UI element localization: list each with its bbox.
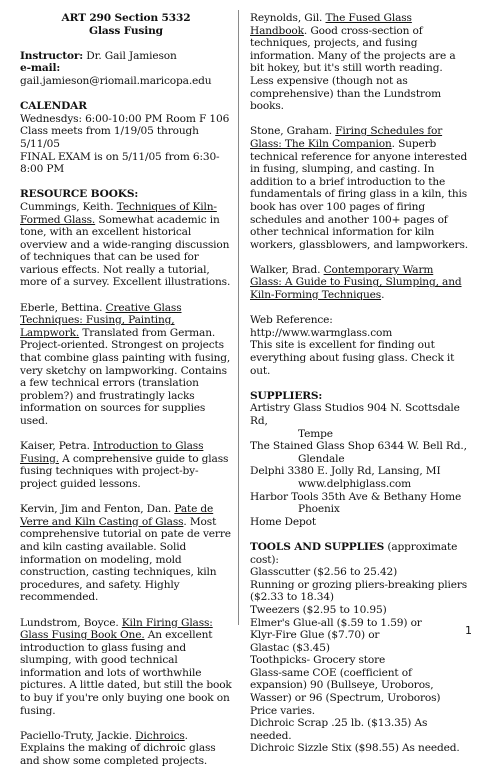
book-description: Somewhat academic in tone, with an excellent historical overview and a wide-ranging discussion of techniques that can be used for various effects. Not really a tutorial, more of a survey. Excellent illustrations. bbox=[20, 213, 231, 289]
book-title: Dichroics bbox=[135, 729, 185, 742]
web-reference bbox=[250, 314, 468, 377]
tool-item: Running or grozing pliers-breaking pliers ($2.33 to 18.34) bbox=[250, 578, 468, 604]
book-entry bbox=[250, 12, 468, 113]
tool-item: Glass-same COE (coefficient of expansion) 90 (Bullseye, Uroboros, Wasser) or 96 (Spectrum, Uroboros) Price varies. bbox=[250, 666, 441, 717]
book-entry bbox=[20, 440, 232, 490]
calendar-line: Class meets from 1/19/05 through 5/11/05 bbox=[20, 125, 199, 150]
supplier-line-cont: Tempe bbox=[298, 427, 333, 440]
book-description: Translated from German. Project-oriented. Strongest on projects that combine glass painting with fusing, very sketchy on lampworking. Contains a few technical errors (translation problem?) and frustratingly lacks information on sources for supplies used. bbox=[20, 326, 231, 427]
tool-item: Klyr-Fire Glue ($7.70) or bbox=[250, 629, 380, 642]
book-author: Stone, Graham. bbox=[250, 125, 336, 138]
book-title: The Fused Glass Handbook bbox=[250, 12, 412, 37]
supplier-line: Harbor Tools 35th Ave & Bethany Home bbox=[250, 490, 462, 503]
book-author: Walker, Brad. bbox=[250, 263, 324, 276]
book-entry bbox=[20, 201, 232, 289]
book-entry bbox=[20, 302, 232, 428]
book-description: A comprehensive guide to glass fusing techniques with project-by-project guided lessons. bbox=[20, 452, 229, 490]
book-title: Kiln Firing Glass: Glass Fusing Book One. bbox=[20, 616, 213, 642]
web-reference-url: http://www.warmglass.com bbox=[250, 326, 393, 339]
tool-item: Tweezers ($2.95 to 10.95) bbox=[250, 603, 387, 616]
email-label: e-mail: bbox=[20, 62, 61, 75]
book-author: Cummings, Keith. bbox=[20, 200, 117, 213]
instructor-label: Instructor: bbox=[20, 49, 84, 62]
right-column bbox=[250, 12, 468, 755]
book-entry bbox=[20, 730, 232, 768]
calendar-line: FINAL EXAM is on 5/11/05 from 6:30-8:00 PM bbox=[20, 150, 220, 176]
tool-item: Toothpicks- Grocery store bbox=[250, 654, 386, 667]
supplier-line: Artistry Glass Studios 904 N. Scottsdale Rd, bbox=[250, 402, 460, 427]
supplier-line: The Stained Glass Shop 6344 W. Bell Rd., bbox=[250, 440, 467, 453]
calendar-heading: CALENDAR bbox=[20, 100, 87, 113]
course-subtitle: Glass Fusing bbox=[89, 24, 163, 37]
calendar-line: Wednesdys: 6:00-10:00 PM Room F 106 bbox=[20, 112, 230, 125]
tool-item: Elmer's Glue-all ($.59 to 1.59) or bbox=[250, 616, 422, 629]
column-divider bbox=[238, 10, 239, 625]
book-title: Pate de Verre and Kiln Casting of Glass bbox=[20, 503, 214, 528]
book-author: Eberle, Bettina. bbox=[20, 301, 106, 314]
tool-item: Dichroic Sizzle Stix ($98.55) As needed. bbox=[250, 742, 460, 755]
book-description: An excellent introduction to glass fusing and slumping, with good technical information and lots of worthwhile pictures. A little dated, but still the book to buy if you're only buying one book on fusing. bbox=[20, 629, 232, 717]
book-title: Contemporary Warm Glass: A Guide to Fusing, Slumping, and Kiln-Forming Techniques bbox=[250, 263, 462, 302]
tool-item: Dichroic Scrap .25 lb. ($13.35) As needed. bbox=[250, 717, 428, 742]
book-author: Lundstrom, Boyce. bbox=[20, 616, 122, 629]
instructor-name: Dr. Gail Jamieson bbox=[83, 49, 177, 62]
book-description: . Most comprehensive tutorial on pate de verre and kiln casting available. Solid information on modeling, mold construction, casting techniques, kiln procedures, and safety. Highly recommended. bbox=[20, 515, 231, 604]
book-description: . Good cross-section of techniques, projects, and fusing information. Many of the projects are a bit hokey, but it's still worth reading. Less expensive (though not as comprehensive) than the Lundstrom books. bbox=[250, 24, 456, 113]
book-author: Paciello-Truty, Jackie. bbox=[20, 729, 136, 742]
book-title: Introduction to Glass Fusing. bbox=[20, 440, 204, 465]
book-author: Reynolds, Gil. bbox=[250, 12, 326, 24]
book-description: . Superb technical reference for anyone interested in fusing, slumping, and casting. In addition to a brief introduction to the fundamentals of firing glass in a kiln, this book has over 100 pages of firing schedules and another 100+ pages of other technical information for kiln workers, glassblowers, and lampworkers. bbox=[250, 137, 468, 251]
tools-heading-line bbox=[250, 541, 468, 566]
book-entry bbox=[20, 617, 232, 718]
book-entry bbox=[250, 264, 468, 302]
course-title: ART 290 Section 5332 bbox=[61, 12, 191, 24]
suppliers-heading: SUPPLIERS: bbox=[250, 389, 323, 402]
book-entry bbox=[250, 125, 468, 251]
web-reference-label: Web Reference: bbox=[250, 314, 333, 327]
supplier-line: Home Depot bbox=[250, 515, 316, 528]
tool-item: Glastac ($3.45) bbox=[250, 641, 330, 654]
web-reference-description: This site is excellent for finding out everything about fusing glass. Check it out. bbox=[250, 339, 455, 377]
email-line bbox=[20, 62, 232, 87]
email-value: gail.jamieson@riomail.maricopa.edu bbox=[20, 74, 212, 87]
book-author: Kervin, Jim and Fenton, Dan. bbox=[20, 503, 175, 516]
resource-books-heading: RESOURCE BOOKS: bbox=[20, 188, 139, 201]
book-title: Firing Schedules for Glass: The Kiln Companion bbox=[250, 125, 443, 150]
supplier-line: Delphi 3380 E. Jolly Rd, Lansing, MI bbox=[250, 465, 441, 478]
tool-item: Glasscutter ($2.56 to 25.42) bbox=[250, 566, 398, 579]
book-entry bbox=[20, 503, 232, 604]
book-title: Creative Glass Techniques: Fusing, Painting, Lampwork. bbox=[20, 301, 182, 339]
supplier-line-cont: Glendale bbox=[298, 452, 345, 465]
supplier-line-cont: Phoenix bbox=[298, 503, 340, 516]
left-column bbox=[20, 12, 232, 768]
tools-heading: TOOLS AND SUPPLIES bbox=[250, 540, 385, 553]
book-description: . bbox=[381, 289, 385, 302]
book-title: Techniques of Kiln-Formed Glass. bbox=[20, 200, 217, 226]
book-description: . Explains the making of dichroic glass and show some completed projects. bbox=[20, 729, 216, 768]
tools-heading-note: (approximate cost): bbox=[250, 540, 458, 566]
instructor-line bbox=[20, 50, 232, 63]
supplier-line-cont: www.delphiglass.com bbox=[298, 477, 411, 490]
page-number: 1 bbox=[465, 624, 472, 637]
book-author: Kaiser, Petra. bbox=[20, 440, 94, 453]
